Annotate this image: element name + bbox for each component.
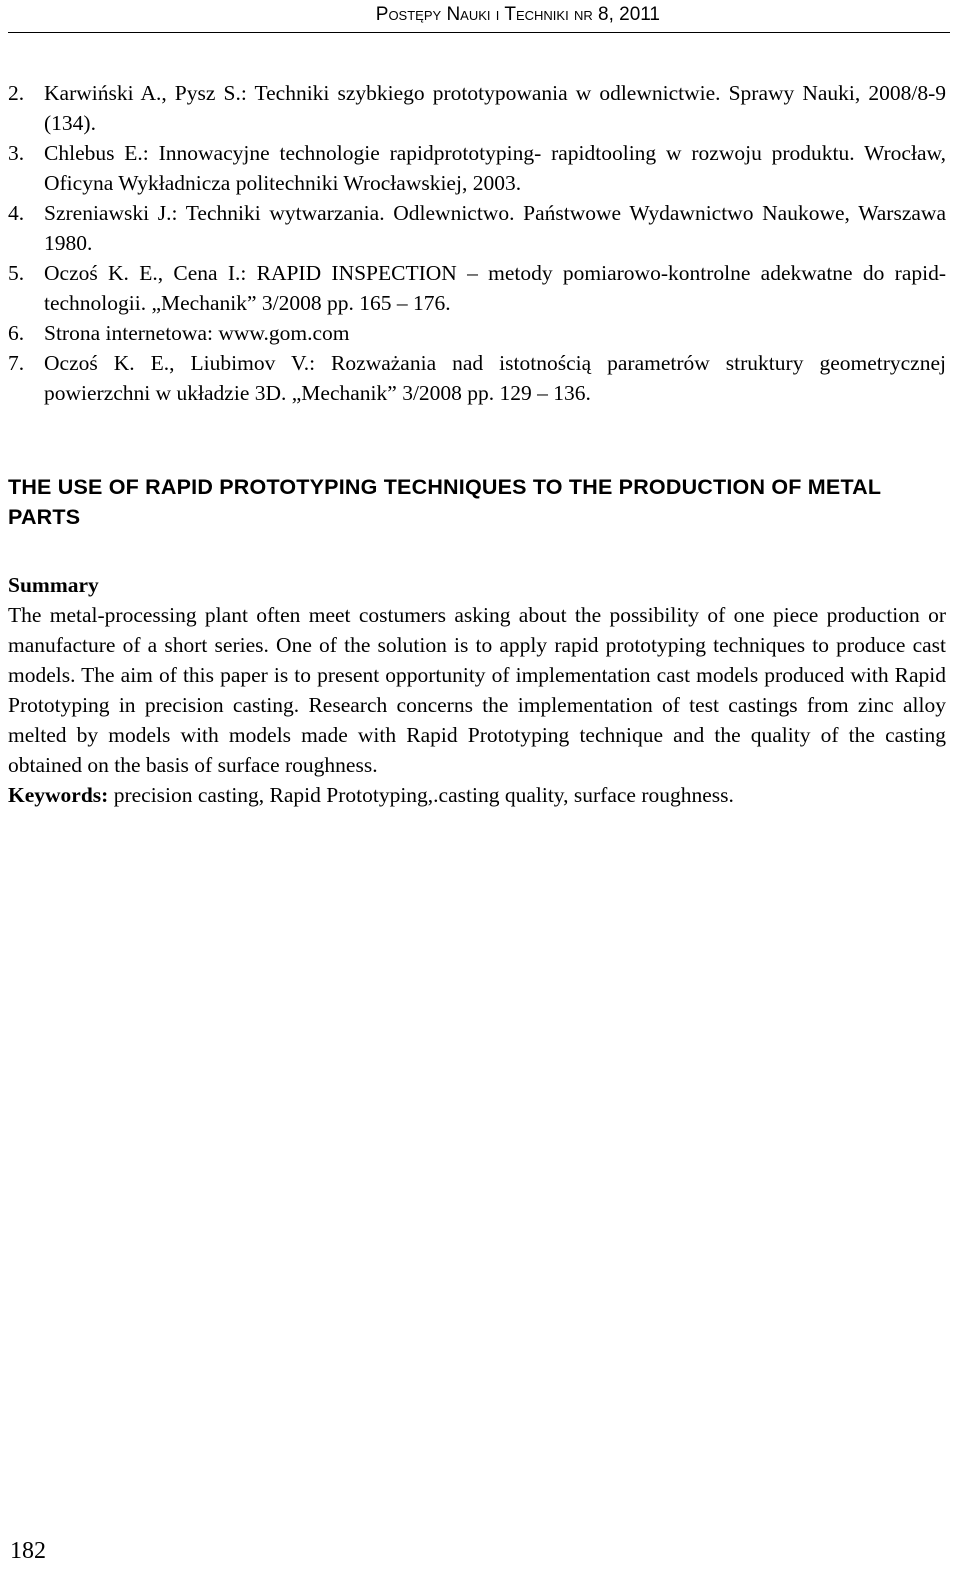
reference-number: 6. (8, 321, 25, 345)
summary-heading: Summary (8, 573, 99, 597)
reference-number: 4. (8, 201, 25, 225)
page-number: 182 (10, 1538, 46, 1564)
reference-item (8, 198, 946, 258)
article-title: THE USE OF RAPID PROTOTYPING TECHNIQUES TO THE PRODUCTION OF METAL PARTS (8, 475, 881, 529)
reference-item (8, 78, 946, 138)
reference-list (8, 78, 946, 408)
keywords-text: precision casting, Rapid Prototyping,.casting quality, surface roughness. (108, 783, 734, 807)
header-divider (8, 32, 950, 33)
reference-number: 7. (8, 351, 25, 375)
reference-text: Szreniawski J.: Techniki wytwarzania. Odlewnictwo. Państwowe Wydawnictwo Naukowe, Warszawa 1980. (44, 201, 946, 255)
reference-number: 3. (8, 141, 25, 165)
reference-item (8, 138, 946, 198)
summary-text: The metal-processing plant often meet costumers asking about the possibility of one piece production or manufacture of a short series. One of the solution is to apply rapid prototyping techniques to produce cast models. The aim of this paper is to present opportunity of implementation cast models produced with Rapid Prototyping in precision casting. Research concerns the implementation of test castings from zinc alloy melted by models with models made with Rapid Prototyping technique and the quality of the casting obtained on the basis of surface roughness. (8, 603, 946, 777)
reference-text: Oczoś K. E., Liubimov V.: Rozważania nad istotnością parametrów struktury geometrycznej powierzchni w układzie 3D. „Mechanik” 3/2008 pp. 129 – 136. (44, 351, 946, 405)
journal-name: Postępy Nauki i Techniki nr 8, 2011 (375, 4, 660, 25)
reference-text: Oczoś K. E., Cena I.: RAPID INSPECTION – metody pomiarowo-kontrolne adekwatne do rapid-technologii. „Mechanik” 3/2008 pp. 165 – 176. (44, 261, 946, 315)
reference-number: 5. (8, 261, 25, 285)
keywords-line (8, 780, 946, 810)
reference-item (8, 258, 946, 318)
keywords-label: Keywords: (8, 783, 109, 807)
page-content (8, 78, 946, 810)
reference-text: Karwiński A., Pysz S.: Techniki szybkiego prototypowania w odlewnictwie. Sprawy Nauki, 2008/8-9 (134). (44, 81, 946, 135)
reference-item (8, 348, 946, 408)
reference-text: Strona internetowa: www.gom.com (44, 321, 350, 345)
reference-text: Chlebus E.: Innowacyjne technologie rapidprototyping- rapidtooling w rozwoju produktu. Wrocław, Oficyna Wykładnicza politechniki Wrocławskiej, 2003. (44, 141, 946, 195)
reference-number: 2. (8, 81, 25, 105)
reference-item (8, 318, 946, 348)
running-header (0, 0, 960, 32)
